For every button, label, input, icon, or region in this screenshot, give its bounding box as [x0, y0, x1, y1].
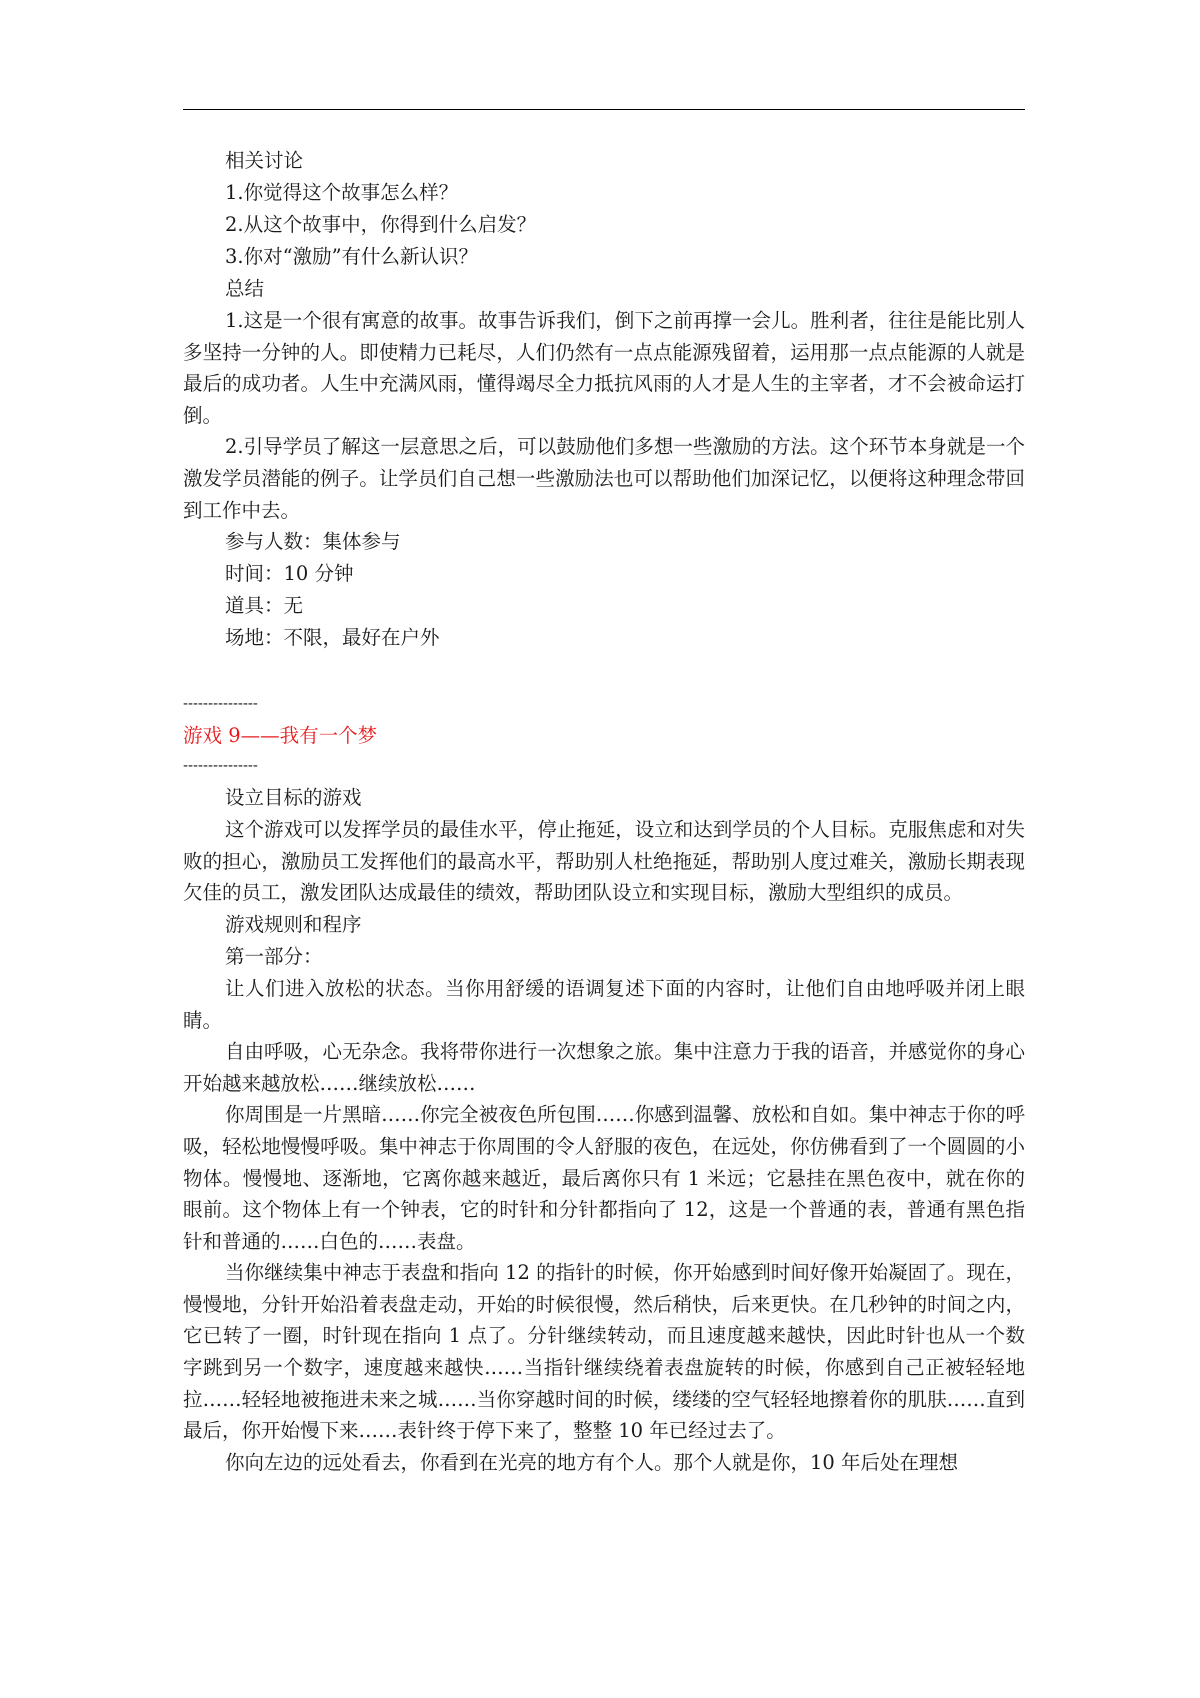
game-paragraph: 自由呼吸，心无杂念。我将带你进行一次想象之旅。集中注意力于我的语音，并感觉你的身心开始越来越放松……继续放松……: [183, 1040, 1025, 1095]
section-gap: [183, 654, 1025, 690]
header-rule: [183, 109, 1025, 110]
game-paragraph: 当你继续集中神志于表盘和指向 12 的指针的时候，你开始感到时间好像开始凝固了。现在，慢慢地，分针开始沿着表盘走动，开始的时候很慢，然后稍快，后来更快。在几秒钟的时间之内，它已转了一圈，时针现在指向 1 点了。分针继续转动，而且速度越来越快，因此时针也从一个数字跳到另一个数字，速度越来越快……当指针继续绕着表盘旋转的时候，你感到自己正被轻轻地拉……轻轻地被拖进未来之城……当你穿越时间的时候，缕缕的空气轻轻地擦着你的肌肤……直到最后，你开始慢下来……表针终于停下来了，整整 10 年已经过去了。: [183, 1261, 1025, 1443]
game-paragraph: 让人们进入放松的状态。当你用舒缓的语调复述下面的内容时，让他们自由地呼吸并闭上眼睛。: [183, 976, 1025, 1032]
game-subtitle: 设立目标的游戏: [225, 786, 362, 810]
discussion-question: 3.你对“激励”有什么新认识？: [225, 245, 479, 268]
part-heading: 第一部分：: [225, 944, 323, 968]
game-title: 游戏 9——我有一个梦: [183, 724, 378, 748]
separator-top: ---------------: [183, 695, 258, 713]
summary-paragraph: 2.引导学员了解这一层意思之后，可以鼓励他们多想一些激励的方法。这个环节本身就是一个激发学员潜能的例子。让学员们自己想一些激励法也可以帮助他们加深记忆，以便将这种理念带回到工作中去。: [183, 435, 1025, 522]
discussion-heading: 相关讨论: [225, 149, 304, 172]
game-intro: 这个游戏可以发挥学员的最佳水平，停止拖延，设立和达到学员的个人目标。克服焦虑和对失败的担心，激励员工发挥他们的最高水平，帮助别人杜绝拖延，帮助别人度过难关，激励长期表现欠佳的员工，激发团队达成最佳的绩效，帮助团队设立和实现目标，激励大型组织的成员。: [183, 818, 1025, 905]
game-paragraph: 你向左边的远处看去，你看到在光亮的地方有个人。那个人就是你，10 年后处在理想: [225, 1450, 959, 1474]
detail-time: 时间：10 分钟: [225, 562, 354, 586]
detail-props: 道具：无: [225, 594, 304, 618]
document-body: [183, 145, 1025, 1478]
discussion-question: 2.从这个故事中，你得到什么启发？: [225, 213, 537, 236]
discussion-question: 1.你觉得这个故事怎么样？: [225, 181, 459, 204]
separator-bottom: ---------------: [183, 757, 258, 775]
game-paragraph: 你周围是一片黑暗……你完全被夜色所包围……你感到温馨、放松和自如。集中神志于你的呼吸，轻松地慢慢呼吸。集中神志于你周围的令人舒服的夜色，在远处，你仿佛看到了一个圆圆的小物体。慢慢地、逐渐地，它离你越来越近，最后离你只有 1 米远；它悬挂在黑色夜中，就在你的眼前。这个物体上有一个钟表，它的时针和分针都指向了 12，这是一个普通的表，普通有黑色指针和普通的……白色的……表盘。: [183, 1103, 1025, 1253]
summary-heading: 总结: [225, 277, 265, 300]
detail-venue: 场地：不限，最好在户外: [225, 626, 440, 650]
rules-heading: 游戏规则和程序: [225, 912, 362, 936]
summary-paragraph: 1.这是一个很有寓意的故事。故事告诉我们，倒下之前再撑一会儿。胜利者，往往是能比别人多坚持一分钟的人。即使精力已耗尽，人们仍然有一点点能源残留着，运用那一点点能源的人就是最后的成功者。人生中充满风雨，懂得竭尽全力抵抗风雨的人才是人生的主宰者，才不会被命运打倒。: [183, 309, 1025, 427]
detail-participants: 参与人数：集体参与: [225, 530, 401, 554]
